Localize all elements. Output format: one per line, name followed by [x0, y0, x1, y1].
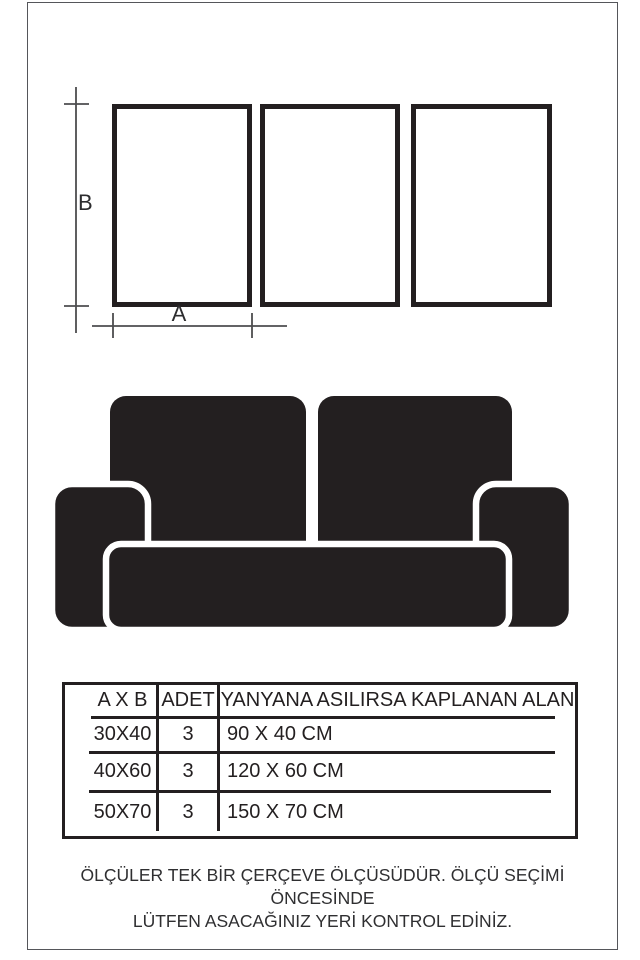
frame-rectangle-1 [112, 104, 252, 307]
table-row-divider-2 [89, 751, 555, 754]
frame-rectangle-2 [260, 104, 400, 307]
table-row-divider-3 [89, 790, 551, 793]
table-row-size: 40X60 [93, 760, 152, 782]
table-row-quantity: 3 [182, 760, 194, 782]
table-row-area: 120 X 60 CM [227, 760, 344, 782]
table-row-area: 90 X 40 CM [227, 723, 333, 745]
table-row-quantity: 3 [182, 801, 194, 823]
disclaimer-line-1: ÖLÇÜLER TEK BİR ÇERÇEVE ÖLÇÜSÜDÜR. ÖLÇÜ SEÇİMİ ÖNCESİNDE [80, 865, 565, 908]
table-header-quantity: ADET [161, 689, 215, 711]
table-header-size: A X B [97, 689, 148, 711]
table-row-size: 30X40 [93, 723, 152, 745]
frame-rectangle-3 [411, 104, 552, 307]
disclaimer-line-2: LÜTFEN ASACAĞINIZ YERİ KONTROL EDİNİZ. [132, 911, 513, 931]
height-dimension-label: B [78, 190, 93, 215]
table-row-quantity: 3 [182, 723, 194, 745]
width-dimension-label: A [171, 301, 187, 326]
table-row-area: 150 X 70 CM [227, 801, 344, 823]
table-row-size: 50X70 [93, 801, 152, 823]
disclaimer-text [27, 864, 618, 933]
size-table [62, 682, 578, 839]
table-header-area: YANYANA ASILIRSA KAPLANAN ALAN [220, 689, 575, 711]
